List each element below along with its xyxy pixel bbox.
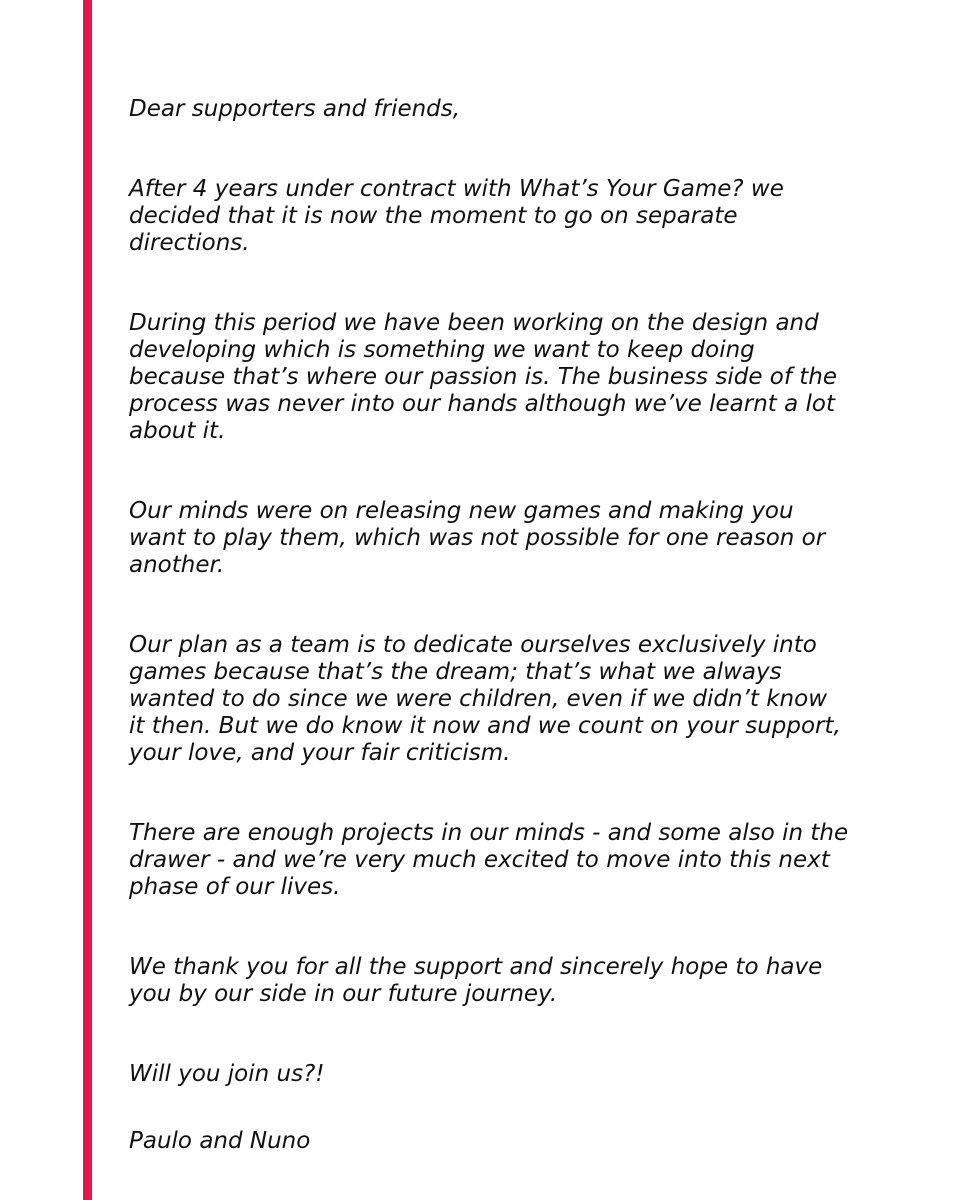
paragraph-line: process was never into our hands although we’ve learnt a lot xyxy=(129,391,836,417)
accent-bar xyxy=(83,0,92,1200)
greeting: Dear supporters and friends, xyxy=(129,96,461,122)
paragraph-line: want to play them, which was not possible for one reason or xyxy=(129,525,826,551)
paragraph-line: phase of our lives. xyxy=(129,874,341,900)
paragraph xyxy=(129,632,919,767)
closing-question: Will you join us?! xyxy=(129,1061,325,1087)
paragraph xyxy=(129,310,919,445)
paragraph-line: developing which is something we want to keep doing xyxy=(129,337,755,363)
paragraph-line: another. xyxy=(129,552,225,578)
paragraph-line: your love, and your fair criticism. xyxy=(129,740,511,766)
paragraph-line: After 4 years under contract with What’s Your Game? we xyxy=(129,176,784,202)
paragraph-line: Our minds were on releasing new games and making you xyxy=(129,498,794,524)
paragraph-line: it then. But we do know it now and we count on your support, xyxy=(129,713,841,739)
letter-body xyxy=(129,96,919,1155)
paragraph xyxy=(129,498,919,579)
paragraph-line: you by our side in our future journey. xyxy=(129,981,558,1007)
paragraph-line: There are enough projects in our minds - and some also in the xyxy=(129,820,849,846)
paragraph xyxy=(129,954,919,1008)
paragraph-line: We thank you for all the support and sincerely hope to have xyxy=(129,954,823,980)
paragraph-line: directions. xyxy=(129,230,250,256)
paragraph-line: because that’s where our passion is. The business side of the xyxy=(129,364,838,390)
paragraph-line: During this period we have been working on the design and xyxy=(129,310,819,336)
paragraph xyxy=(129,820,919,901)
signature: Paulo and Nuno xyxy=(129,1128,311,1154)
paragraph-line: games because that’s the dream; that’s what we always xyxy=(129,659,782,685)
paragraph-line: drawer - and we’re very much excited to move into this next xyxy=(129,847,830,873)
paragraph-line: about it. xyxy=(129,418,226,444)
paragraph-line: wanted to do since we were children, even if we didn’t know xyxy=(129,686,828,712)
paragraph xyxy=(129,176,919,257)
paragraph-line: Our plan as a team is to dedicate ourselves exclusively into xyxy=(129,632,817,658)
paragraph-line: decided that it is now the moment to go on separate xyxy=(129,203,738,229)
